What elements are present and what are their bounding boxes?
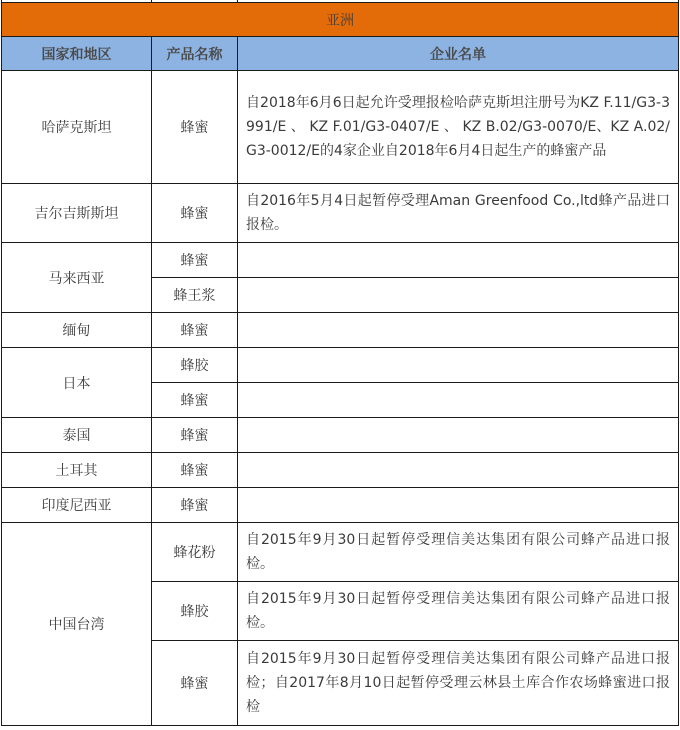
country-cell: 日本 — [2, 348, 152, 418]
product-cell: 蜂蜜 — [152, 71, 238, 184]
list-cell: 自2018年6月6日起允许受理报检哈萨克斯坦注册号为KZ F.11/G3-3991/E 、 KZ F.01/G3-0407/E 、 KZ B.02/G3-0070/E、KZ A.02/G3-0012/E的4家企业自2018年6月4日起生产的蜂蜜产品 — [238, 71, 679, 184]
header-list: 企业名单 — [238, 37, 679, 71]
product-cell: 蜂胶 — [152, 348, 238, 383]
asia-bee-product-table — [1, 0, 679, 726]
product-cell: 蜂蜜 — [152, 313, 238, 348]
list-cell: 自2015年9月30日起暂停受理信美达集团有限公司蜂产品进口报检。 — [238, 582, 679, 641]
header-country: 国家和地区 — [2, 37, 152, 71]
table-row — [2, 453, 679, 488]
header-row — [2, 37, 679, 71]
list-cell — [238, 488, 679, 523]
list-cell — [238, 418, 679, 453]
table-row — [2, 313, 679, 348]
list-cell — [238, 278, 679, 313]
country-cell: 中国台湾 — [2, 523, 152, 726]
table-row — [2, 488, 679, 523]
region-row — [2, 3, 679, 37]
table-row — [2, 523, 679, 582]
table-row — [2, 243, 679, 278]
list-cell: 自2015年9月30日起暂停受理信美达集团有限公司蜂产品进口报检；自2017年8月10日起暂停受理云林县土库合作农场蜂蜜进口报检 — [238, 641, 679, 726]
country-cell: 印度尼西亚 — [2, 488, 152, 523]
product-cell: 蜂蜜 — [152, 453, 238, 488]
region-title: 亚洲 — [2, 3, 679, 37]
product-cell: 蜂蜜 — [152, 383, 238, 418]
country-cell: 泰国 — [2, 418, 152, 453]
country-cell: 缅甸 — [2, 313, 152, 348]
country-cell: 马来西亚 — [2, 243, 152, 313]
country-cell: 吉尔吉斯斯坦 — [2, 184, 152, 243]
country-cell: 哈萨克斯坦 — [2, 71, 152, 184]
product-cell: 蜂花粉 — [152, 523, 238, 582]
country-cell: 土耳其 — [2, 453, 152, 488]
table-row — [2, 418, 679, 453]
product-cell: 蜂蜜 — [152, 184, 238, 243]
list-cell — [238, 243, 679, 278]
list-cell — [238, 313, 679, 348]
list-cell — [238, 453, 679, 488]
table-row — [2, 348, 679, 383]
product-cell: 蜂蜜 — [152, 641, 238, 726]
list-cell: 自2015年9月30日起暂停受理信美达集团有限公司蜂产品进口报检。 — [238, 523, 679, 582]
product-cell: 蜂蜜 — [152, 488, 238, 523]
product-cell: 蜂胶 — [152, 582, 238, 641]
list-cell: 自2016年5月4日起暂停受理Aman Greenfood Co.,ltd蜂产品进口报检。 — [238, 184, 679, 243]
header-product: 产品名称 — [152, 37, 238, 71]
product-cell: 蜂蜜 — [152, 243, 238, 278]
product-cell: 蜂蜜 — [152, 418, 238, 453]
table-row — [2, 184, 679, 243]
product-cell: 蜂王浆 — [152, 278, 238, 313]
list-cell — [238, 383, 679, 418]
table-row — [2, 71, 679, 184]
list-cell — [238, 348, 679, 383]
